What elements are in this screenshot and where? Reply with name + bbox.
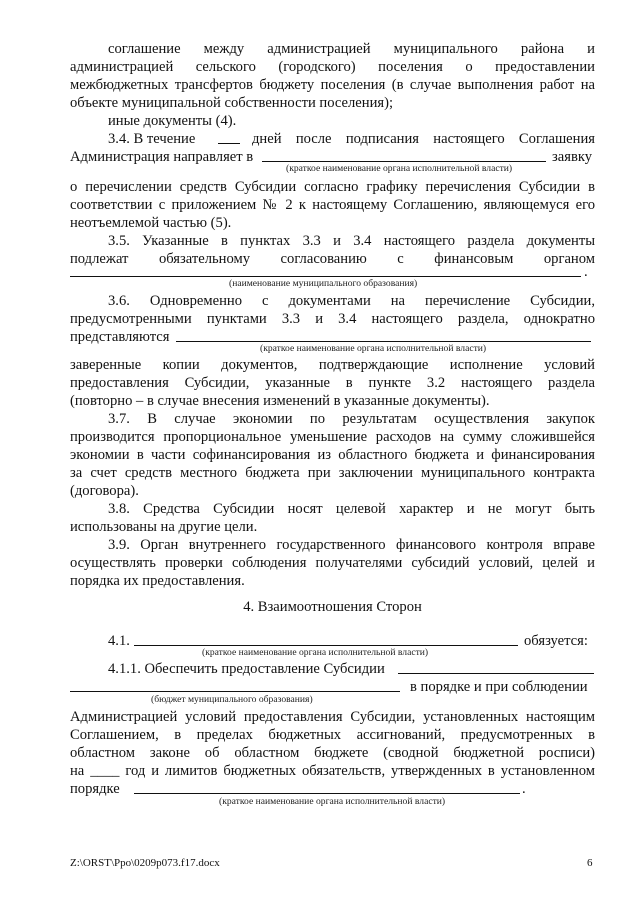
clause-3-4-continue: дней после подписания настоящего Соглашения xyxy=(252,131,595,147)
blank-budget xyxy=(70,691,400,692)
paragraph-line: предоставления Субсидии, указанные в пункте 3.2 настоящего раздела xyxy=(70,375,595,391)
paragraph-line: иные документы (4). xyxy=(108,113,237,129)
clause-3-4-request: заявку xyxy=(552,149,593,165)
field-caption: (краткое наименование органа исполнительной власти) xyxy=(219,796,446,807)
blank-authority xyxy=(134,793,520,794)
field-caption: (краткое наименование органа исполнительной власти) xyxy=(202,647,429,658)
paragraph-line: порядке xyxy=(70,781,120,797)
paragraph-line: 3.7. В случае экономии по результатам осуществления закупок xyxy=(108,411,595,427)
clause-4-1-1-continue: в порядке и при соблюдении xyxy=(410,679,588,695)
clause-4-1-number: 4.1. xyxy=(108,633,130,649)
paragraph-line: 3.8. Средства Субсидии носят целевой характер и не могут быть xyxy=(108,501,595,517)
page-number: 6 xyxy=(587,857,593,869)
paragraph-line: Соглашением, в пределах бюджетных ассигнований, предусмотренных в xyxy=(70,727,595,743)
paragraph-line: (повторно – в случае внесения изменений в указанные документы). xyxy=(70,393,490,409)
period: . xyxy=(522,781,526,797)
paragraph-line: объекте муниципальной собственности поселения); xyxy=(70,95,394,111)
blank-authority xyxy=(134,645,518,646)
paragraph-line: неотъемлемой частью (5). xyxy=(70,215,232,231)
blank-municipality xyxy=(70,276,581,277)
paragraph-line: производится пропорциональное уменьшение расходов на сумму сложившейся xyxy=(70,429,595,445)
paragraph-line: подлежат обязательному согласованию с финансовым органом xyxy=(70,251,595,267)
blank-authority xyxy=(262,161,546,162)
clause-4-1-1-start: 4.1.1. Обеспечить предоставление Субсидии xyxy=(108,661,385,677)
paragraph-line: соответствии с приложением № 2 к настоящему Соглашению, являющемуся его xyxy=(70,197,595,213)
paragraph-line: межбюджетных трансфертов бюджету поселения (в случае выполнения работ на xyxy=(70,77,595,93)
paragraph-line: 3.5. Указанные в пунктах 3.3 и 3.4 настоящего раздела документы xyxy=(108,233,595,249)
paragraph-line: (договора). xyxy=(70,483,139,499)
field-caption: (бюджет муниципального образования) xyxy=(151,694,313,705)
field-caption: (наименование муниципального образования) xyxy=(229,278,418,289)
blank-days xyxy=(218,143,240,144)
paragraph-line: осуществлять проверки соблюдения получателями субсидий условий, целей и xyxy=(70,555,595,571)
clause-3-4-start: 3.4. В течение xyxy=(108,131,196,147)
paragraph-line: областном законе об областном бюджете (сводной бюджетной росписи) xyxy=(70,745,595,761)
footer-file-path: Z:\ORST\Ppo\0209p073.f17.docx xyxy=(70,857,220,869)
clause-3-4-line2: Администрация направляет в xyxy=(70,149,254,165)
paragraph-line: экономии в части софинансирования из областного бюджета и финансирования xyxy=(70,447,595,463)
paragraph-line: Администрацией условий предоставления Субсидии, установленных настоящим xyxy=(70,709,595,725)
paragraph-line: соглашение между администрацией муниципального района и xyxy=(108,41,595,57)
period: . xyxy=(584,264,588,280)
paragraph-line: заверенные копии документов, подтверждающие исполнение условий xyxy=(70,357,595,373)
paragraph-line: 3.6. Одновременно с документами на перечисление Субсидии, xyxy=(108,293,595,309)
section-title: 4. Взаимоотношения Сторон xyxy=(243,599,422,615)
paragraph-line: порядка их предоставления. xyxy=(70,573,245,589)
clause-4-1-obligation: обязуется: xyxy=(524,633,588,649)
paragraph-line: 3.9. Орган внутреннего государственного финансового контроля вправе xyxy=(108,537,595,553)
paragraph-line: представляются xyxy=(70,329,170,345)
paragraph-line: администрацией сельского (городского) поселения о предоставлении xyxy=(70,59,595,75)
paragraph-line: использованы на другие цели. xyxy=(70,519,258,535)
paragraph-line: за счет средств местного бюджета при заключении муниципального контракта xyxy=(70,465,595,481)
field-caption: (краткое наименование органа исполнительной власти) xyxy=(260,343,487,354)
paragraph-line: предусмотренными пунктами 3.3 и 3.4 настоящего раздела, однократно xyxy=(70,311,595,327)
blank-budget xyxy=(398,673,594,674)
paragraph-line: на ____ год и лимитов бюджетных обязательств, утвержденных в установленном xyxy=(70,763,595,779)
blank-authority xyxy=(176,341,591,342)
field-caption: (краткое наименование органа исполнительной власти) xyxy=(286,163,513,174)
paragraph-line: о перечислении средств Субсидии согласно графику перечисления Субсидии в xyxy=(70,179,595,195)
